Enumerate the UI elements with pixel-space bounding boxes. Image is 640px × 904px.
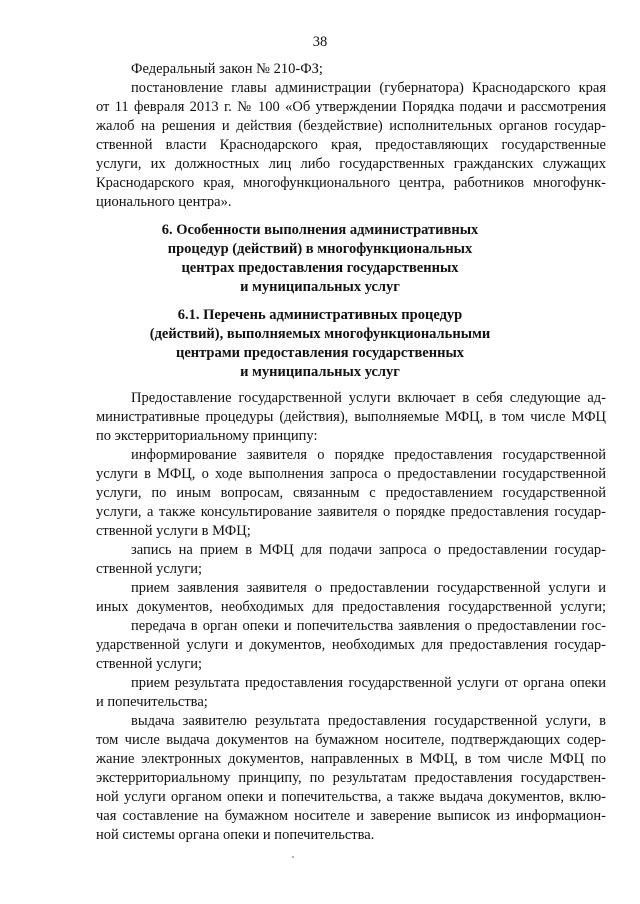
- text-line: ной услуги органом опеки и попечительства, а также выдача документов, вклю-: [96, 789, 606, 805]
- text-line: ционального центра».: [96, 194, 232, 210]
- text-line: по экстерриториальному принципу:: [96, 428, 318, 444]
- text-line: постановление главы администрации (губернатора) Краснодарского края: [131, 80, 606, 96]
- text-line: жалоб на решения и действия (бездействие) исполнительных органов государ-: [96, 118, 606, 134]
- text-line: Краснодарского края, многофункционального центра, работников многофунк-: [96, 175, 606, 191]
- text-line: иных документов, необходимых для предоставления государственной услуги;: [96, 599, 606, 615]
- text-line: услуги, их должностных лиц либо государственных гражданских служащих: [96, 156, 606, 172]
- intro-paragraph: [96, 60, 606, 212]
- heading-line: центрами предоставления государственных: [175, 345, 465, 361]
- text-line: ственной услуги;: [96, 561, 203, 577]
- section-heading: [0, 221, 640, 297]
- text-line: Федеральный закон № 210-ФЗ;: [131, 61, 323, 77]
- text-line: Предоставление государственной услуги включает в себя следующие ад-: [131, 390, 606, 406]
- heading-line: центрах предоставления государственных: [181, 260, 459, 276]
- text-line: прием заявления заявителя о предоставлении государственной услуги и: [131, 580, 606, 596]
- text-line: жание электронных документов, направленных в МФЦ, в том числе МФЦ по: [96, 751, 606, 767]
- heading-line: и муниципальных услуг: [240, 279, 400, 295]
- text-line: информирование заявителя о порядке предоставления государственной: [131, 447, 606, 463]
- subsection-heading: [0, 306, 640, 382]
- heading-line: 6. Особенности выполнения административных: [161, 222, 479, 238]
- text-line: услуги в МФЦ, о ходе выполнения запроса о предоставлении государственной: [96, 466, 606, 482]
- text-line: ственной услуги;: [96, 656, 203, 672]
- text-line: том числе выдача документов на бумажном носителе, подтверждающих содер-: [96, 732, 606, 748]
- text-line: и попечительства;: [96, 694, 208, 710]
- text-line: экстерриториальному принципу, по результатам предоставления государствен-: [96, 770, 606, 786]
- body-text: [96, 389, 606, 845]
- scan-speck: [292, 856, 294, 858]
- text-line: прием результата предоставления государственной услуги от органа опеки: [131, 675, 606, 691]
- text-line: от 11 февраля 2013 г. № 100 «Об утверждении Порядка подачи и рассмотрения: [96, 99, 606, 115]
- text-line: ственной услуги в МФЦ;: [96, 523, 251, 539]
- heading-line: (действий), выполняемых многофункциональными: [149, 326, 491, 342]
- heading-line: 6.1. Перечень административных процедур: [177, 307, 463, 323]
- text-line: выдача заявителю результата предоставления государственной услуги, в: [131, 713, 606, 729]
- text-line: ударственной услуги и документов, необходимых для предоставления государ-: [96, 637, 606, 653]
- text-line: ной системы органа опеки и попечительства.: [96, 827, 375, 843]
- text-line: чая составление на бумажном носителе и заверение выписок из информацион-: [96, 808, 606, 824]
- text-line: ственной власти Краснодарского края, предоставляющих государственные: [96, 137, 606, 153]
- text-line: передача в орган опеки и попечительства заявления о предоставлении гос-: [131, 618, 606, 634]
- text-line: услуги, а также консультирование заявителя о порядке предоставления государ-: [96, 504, 606, 520]
- text-line: услуги, по иным вопросам, связанным с предоставлением государственной: [96, 485, 606, 501]
- page-number: 38: [312, 34, 328, 50]
- heading-line: и муниципальных услуг: [240, 364, 400, 380]
- heading-line: процедур (действий) в многофункциональных: [167, 241, 473, 257]
- text-line: запись на прием в МФЦ для подачи запроса о предоставлении государ-: [131, 542, 606, 558]
- text-line: министративные процедуры (действия), выполняемые МФЦ, в том числе МФЦ: [96, 409, 606, 425]
